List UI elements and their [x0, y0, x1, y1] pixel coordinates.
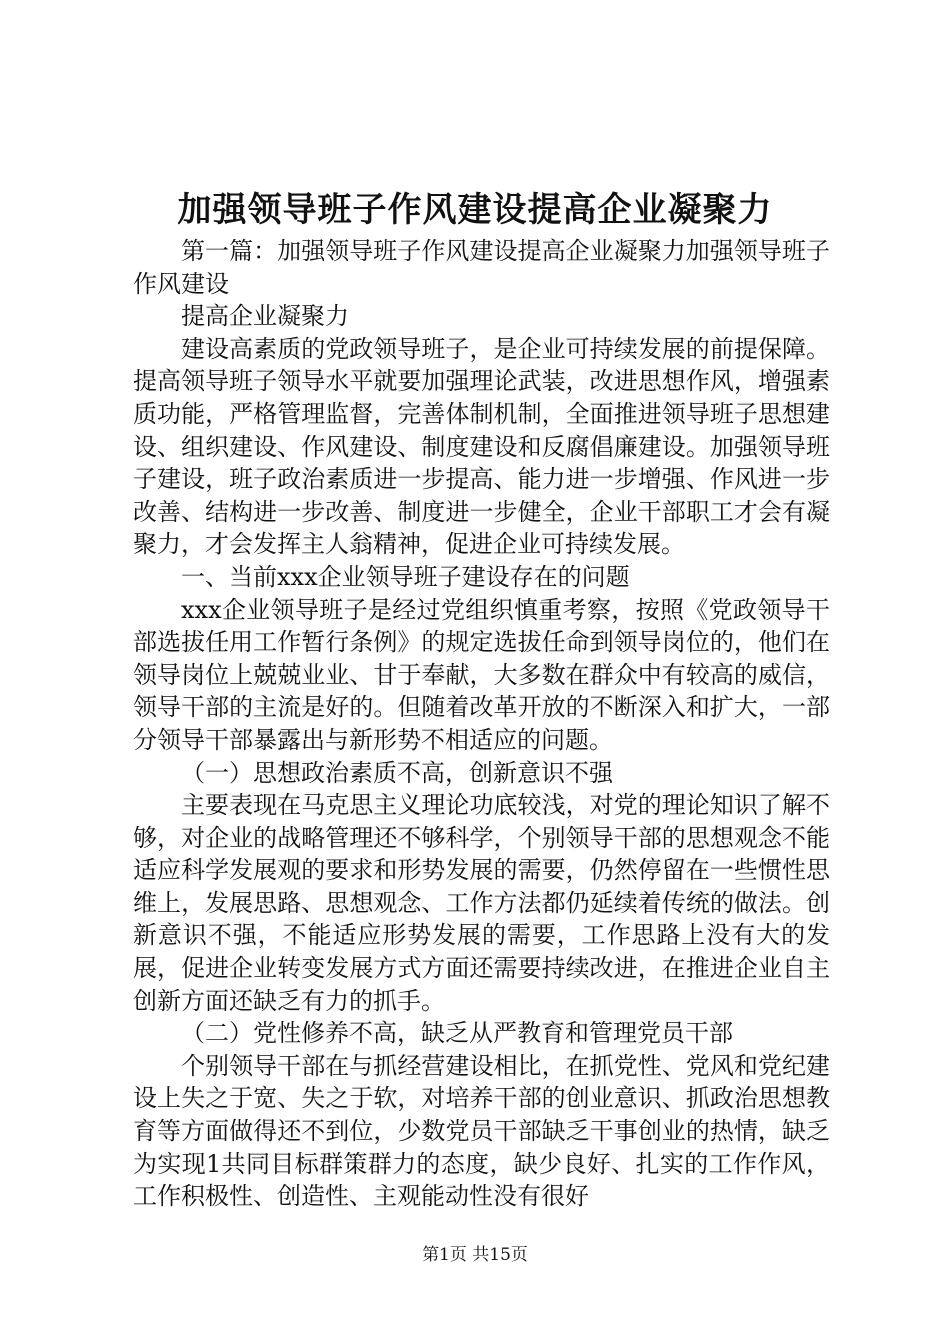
page-number-footer: 第1页 共15页	[422, 1245, 528, 1265]
paragraph: 建设高素质的党政领导班子，是企业可持续发展的前提保障。提高领导班子领导水平就要加强理论武装，改进思想作风，增强素质功能，严格管理监督，完善体制机制，全面推进领导班子思想建设、组织建设、作风建设、制度建设和反腐倡廉建设。加强领导班子建设，班子政治素质进一步提高、能力进一步增强、作风进一步改善、结构进一步改善、制度进一步健全，企业干部职工才会有凝聚力，才会发挥主人翁精神，促进企业可持续发展。	[133, 334, 830, 559]
paragraph: 个别领导干部在与抓经营建设相比，在抓党性、党风和党纪建设上失之于宽、失之于软，对培养干部的创业意识、抓政治思想教育等方面做得还不到位，少数党员干部缺乏干事创业的热情，缺乏为实现1共同目标群策群力的态度，缺少良好、扎实的工作作风，工作积极性、创造性、主观能动性没有很好	[133, 1051, 830, 1211]
document-title: 加强领导班子作风建设提高企业凝聚力	[177, 190, 773, 230]
paragraph: 第一篇：加强领导班子作风建设提高企业凝聚力加强领导班子作风建设	[133, 237, 830, 298]
subsection-heading: （一）思想政治素质不高，创新意识不强	[181, 758, 613, 787]
subsection-heading: （二）党性修养不高，缺乏从严教育和管理党员干部	[181, 1019, 733, 1048]
document-body	[133, 235, 830, 1213]
paragraph: 主要表现在马克思主义理论功底较浅，对党的理论知识了解不够，对企业的战略管理还不够科学，个别领导干部的思想观念不能适应科学发展观的要求和形势发展的需要，仍然停留在一些惯性思维上，发展思路、思想观念、工作方法都仍延续着传统的做法。创新意识不强，不能适应形势发展的需要，工作思路上没有大的发展，促进企业转变发展方式方面还需要持续改进，在推进企业自主创新方面还缺乏有力的抓手。	[133, 791, 830, 1015]
paragraph: 提高企业凝聚力	[181, 302, 349, 331]
section-heading: 一、当前xxx企业领导班子建设存在的问题	[181, 562, 630, 591]
paragraph: xxx企业领导班子是经过党组织慎重考察，按照《党政领导干部选拔任用工作暂行条例》的规定选拔任命到领导岗位的，他们在领导岗位上兢兢业业、甘于奉献，大多数在群众中有较高的威信，领导干部的主流是好的。但随着改革开放的不断深入和扩大，一部分领导干部暴露出与新形势不相适应的问题。	[133, 595, 830, 754]
